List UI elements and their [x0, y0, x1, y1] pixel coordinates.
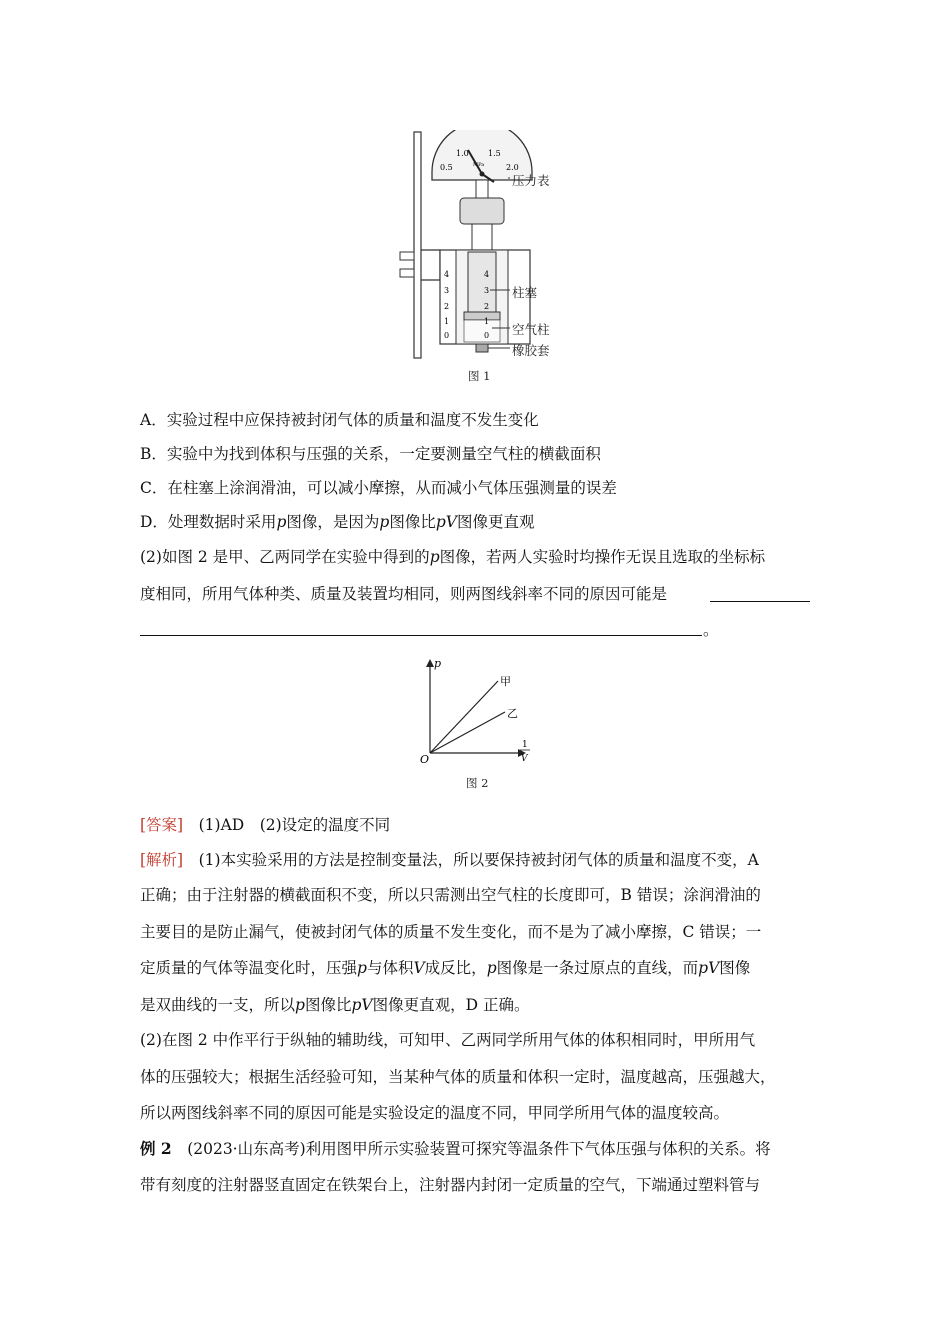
analysis-4b: 与体积 — [366, 959, 414, 977]
answer-tag: [答案] — [140, 816, 184, 834]
origin-label: O — [420, 753, 430, 766]
analysis-4a: 定质量的气体等温变化时，压强 — [140, 959, 358, 977]
scale-right-1: 1 — [484, 317, 490, 326]
analysis-5pv: pV — [351, 996, 373, 1014]
analysis-4p2: p — [486, 959, 497, 977]
scale-left-2: 2 — [444, 302, 450, 311]
answer-text: (1)AD (2)设定的温度不同 — [198, 816, 391, 834]
q2-p: p — [429, 548, 440, 566]
option-d-text-1: D．处理数据时采用 — [140, 513, 277, 531]
example-text-1: (2023·山东高考)利用图甲所示实验装置可探究等温条件下气体压强与体积的关系。将 — [171, 1140, 771, 1158]
dial-15: 1.5 — [488, 149, 501, 158]
analysis-4v: V — [413, 959, 425, 977]
analysis-tag: [解析] — [140, 851, 184, 869]
option-d-p1: p — [276, 513, 287, 531]
dial-unit: MPa — [473, 162, 485, 168]
analysis-line-5 — [140, 995, 820, 1015]
scale-right-2: 2 — [484, 302, 490, 311]
label-yi: 乙 — [507, 707, 518, 720]
option-c: C．在柱塞上涂润滑油，可以减小摩擦，从而减小气体压强测量的误差 — [140, 479, 617, 497]
analysis-line-7: 体的压强较大；根据生活经验可知，当某种气体的质量和体积一定时，温度越高，压强越大， — [140, 1068, 776, 1086]
analysis-4d: 图像是一条过原点的直线，而 — [496, 959, 699, 977]
axis-x-num: 1 — [522, 740, 528, 750]
analysis-4c: 成反比， — [424, 959, 487, 977]
analysis-line-1 — [140, 850, 820, 870]
figure-2-graph — [390, 655, 540, 770]
example-tag: 例 2 — [140, 1139, 172, 1158]
dial-05: 0.5 — [440, 163, 453, 172]
analysis-line-2: 正确；由于注射器的横截面积不变，所以只需测出空气柱的长度即可，B 错误；涂润滑油的 — [140, 886, 761, 904]
option-d-text-3: 图像比 — [389, 513, 436, 531]
label-gauge: 压力表 — [512, 173, 550, 188]
analysis-5p: p — [295, 996, 305, 1014]
option-d-pv: pV — [435, 513, 457, 531]
figure-1-caption: 图 1 — [468, 369, 491, 383]
answer-line — [140, 815, 820, 835]
axis-x-den: V — [521, 754, 528, 764]
option-b: B．实验中为找到体积与压强的关系，一定要测量空气柱的横截面积 — [140, 445, 601, 463]
q2-text-1b: 图像，若两人实验时均操作无误且选取的坐标标 — [439, 548, 766, 566]
scale-left-3: 3 — [444, 286, 450, 295]
analysis-line-8: 所以两图线斜率不同的原因可能是实验设定的温度不同，甲同学所用气体的温度较高。 — [140, 1104, 730, 1122]
answer-blank-2[interactable] — [140, 635, 702, 636]
analysis-5b: 图像比 — [304, 996, 352, 1014]
line-yi — [430, 712, 505, 753]
analysis-5a: 是双曲线的一支，所以 — [140, 996, 296, 1014]
analysis-line-6: (2)在图 2 中作平行于纵轴的辅助线，可知甲、乙两同学所用气体的体积相同时，甲所用气 — [140, 1031, 756, 1049]
figure-2-caption: 图 2 — [466, 776, 489, 790]
label-rubber-cap: 橡胶套 — [512, 343, 550, 358]
analysis-text-1: (1)本实验采用的方法是控制变量法，所以要保持被封闭气体的质量和温度不变，A — [198, 851, 759, 869]
axis-y-label: p — [434, 657, 442, 670]
option-d-text-4: 图像更直观 — [456, 513, 535, 531]
option-d — [140, 512, 820, 532]
q2-end: 。 — [703, 621, 719, 639]
q2-line-2: 度相同，所用气体种类、质量及装置均相同，则两图线斜率不同的原因可能是 — [140, 585, 668, 603]
scale-right-3: 3 — [484, 286, 490, 295]
scale-right-4: 4 — [484, 270, 490, 279]
example-line-1 — [140, 1139, 820, 1159]
analysis-4p: p — [357, 959, 367, 977]
label-jia: 甲 — [500, 675, 511, 688]
scale-left-4: 4 — [444, 270, 450, 279]
q2-line-1 — [140, 547, 820, 567]
scale-left-1: 1 — [444, 317, 450, 326]
option-a: A．实验过程中应保持被封闭气体的质量和温度不发生变化 — [140, 411, 539, 429]
analysis-4pv: pV — [698, 959, 720, 977]
line-jia — [430, 681, 498, 753]
analysis-line-4 — [140, 958, 820, 978]
scale-right-0: 0 — [484, 331, 490, 340]
analysis-4e: 图像 — [719, 959, 751, 977]
example-line-2: 带有刻度的注射器竖直固定在铁架台上，注射器内封闭一定质量的空气，下端通过塑料管与 — [140, 1176, 761, 1194]
scale-left-0: 0 — [444, 331, 450, 340]
label-plunger: 柱塞 — [512, 285, 538, 300]
figure-1-apparatus — [390, 130, 590, 362]
dial-10: 1.0 — [456, 149, 469, 158]
analysis-line-3: 主要目的是防止漏气，使被封闭气体的质量不发生变化，而不是为了减小摩擦，C 错误；一 — [140, 923, 762, 941]
dial-20: 2.0 — [506, 163, 519, 172]
option-d-p2: p — [379, 513, 390, 531]
analysis-5c: 图像更直观，D 正确。 — [372, 996, 530, 1014]
option-d-text-2: 图像，是因为 — [286, 513, 380, 531]
answer-blank-1[interactable] — [710, 601, 810, 602]
label-air-column: 空气柱 — [512, 322, 550, 337]
q2-text-1a: (2)如图 2 是甲、乙两同学在实验中得到的 — [140, 548, 430, 566]
